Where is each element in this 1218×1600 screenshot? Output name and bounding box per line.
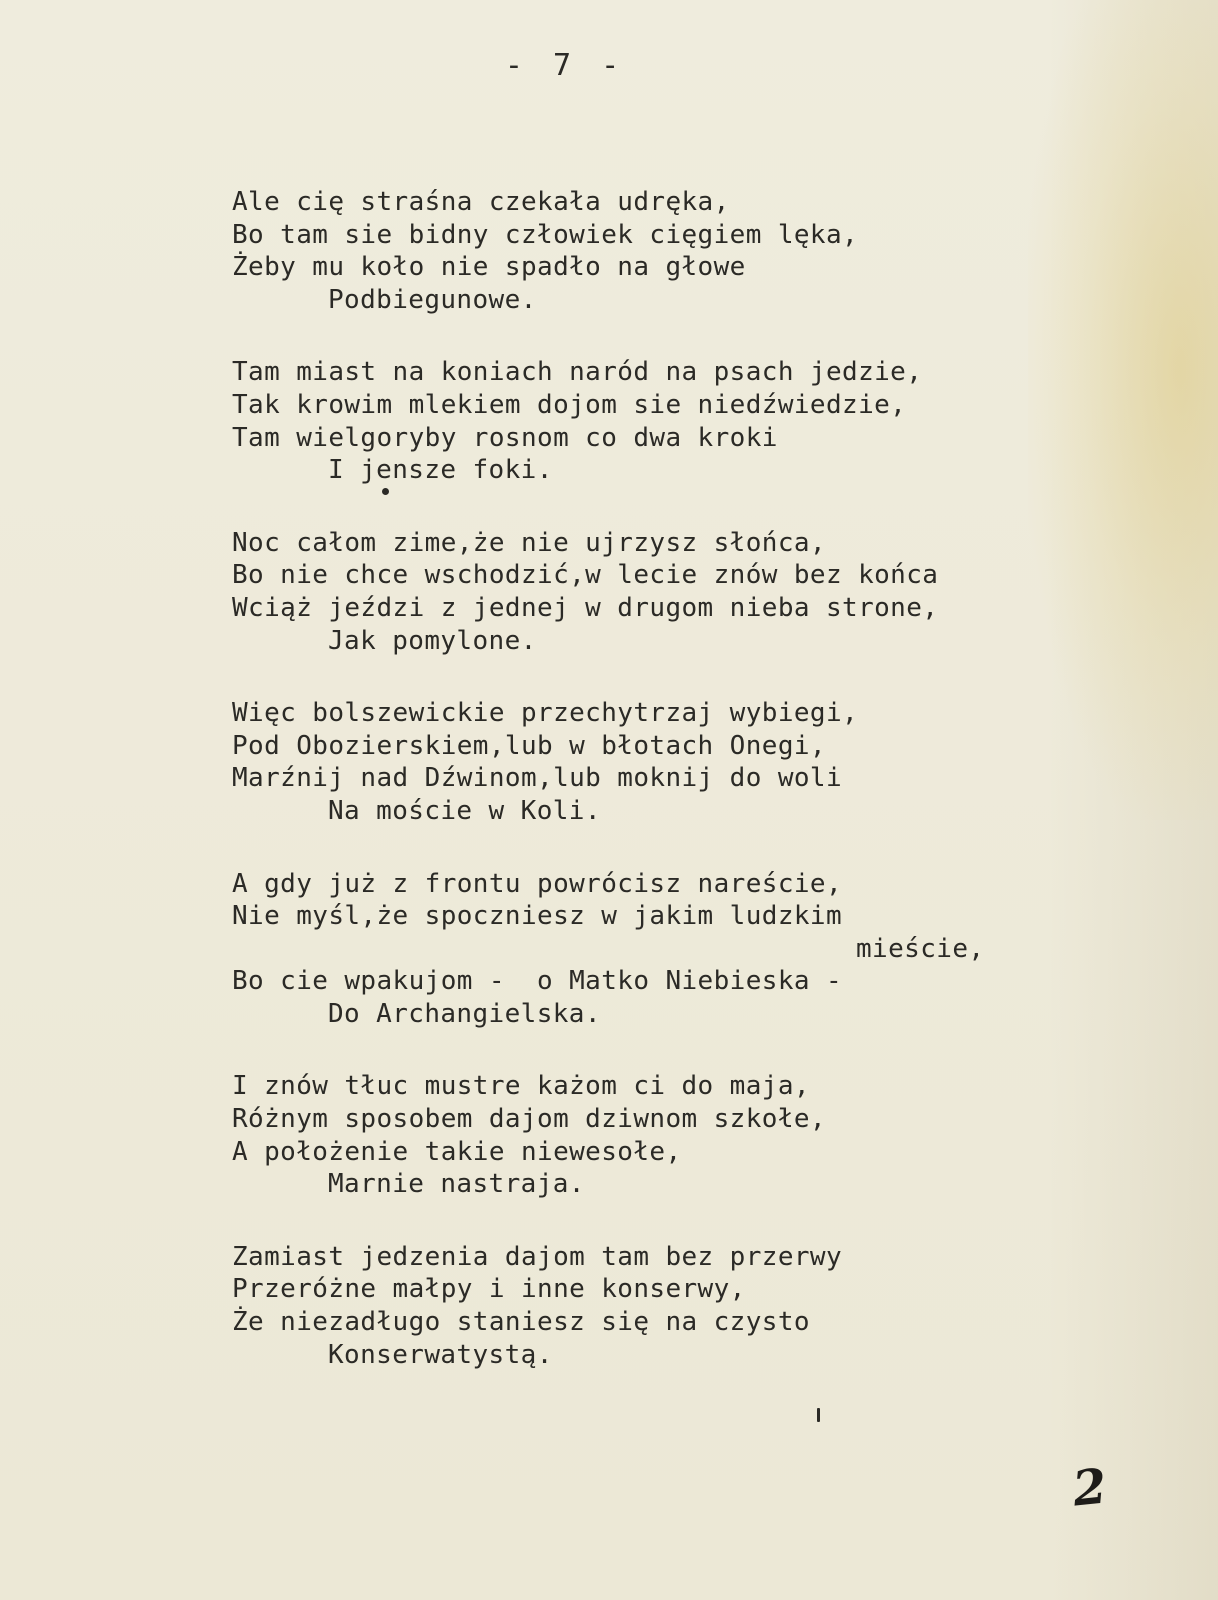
poem-line: Bo nie chce wschodzić,w lecie znów bez końca [232,560,939,591]
poem-line: Bo tam sie bidny człowiek cięgiem lęka, [232,219,859,250]
poem-line: Że niezadługo staniesz się na czysto [232,1307,810,1338]
poem-line: A położenie takie niewesołe, [232,1136,682,1167]
poem-line-refrain: Jak pomylone. [328,625,537,656]
poem-line: Tam miast na koniach naród na psach jedzie, [232,357,923,388]
stanza-1 [232,186,1132,316]
poem-line: A gdy już z frontu powrócisz nareście, [232,868,843,899]
poem-line: Ale cię straśna czekała udręka, [232,187,730,217]
stanza-2 [232,356,1132,486]
poem-line-refrain: Podbiegunowe. [328,284,537,315]
poem-line: Żeby mu koło nie spadło na głowe [232,252,746,283]
stanza-5 [232,868,1132,1031]
poem-body [232,186,1132,1411]
stanza-4 [232,697,1132,827]
poem-line: Bo cie wpakujom - o Matko Niebieska - [232,966,843,997]
handwritten-folio-number: 2 [1069,1458,1109,1518]
poem-line-refrain: Na moście w Koli. [328,795,601,826]
poem-line-continuation: mieście, [856,933,985,964]
poem-line-refrain: I jensze foki. [328,455,553,486]
stanza-6 [232,1070,1132,1200]
poem-line: I znów tłuc mustre każom ci do maja, [232,1071,810,1102]
page-number: - 7 - [504,48,626,83]
poem-line: Różnym sposobem dajom dziwnom szkołe, [232,1104,826,1135]
poem-line: Zamiast jedzenia dajom tam bez przerwy [232,1241,843,1272]
poem-line: Nie myśl,że spoczniesz w jakim ludzkim [232,901,843,932]
ink-dot [382,488,389,495]
poem-line: Tam wielgoryby rosnom co dwa kroki [232,422,778,453]
poem-line: Tak krowim mlekiem dojom sie niedźwiedzie, [232,389,907,420]
poem-line: Marźnij nad Dźwinom,lub moknij do woli [232,763,843,794]
poem-line-refrain: Do Archangielska. [328,998,601,1029]
poem-line: Pod Obozierskiem,lub w błotach Onegi, [232,730,826,761]
stanza-7 [232,1241,1132,1371]
poem-line-refrain: Marnie nastraja. [328,1169,585,1200]
ink-tick [817,1408,820,1422]
poem-line: Noc całom zime,że nie ujrzysz słońca, [232,527,826,558]
stanza-3 [232,527,1132,657]
poem-line-refrain: Konserwatystą. [328,1339,553,1370]
poem-line: Wciąż jeździ z jednej w drugom nieba strone, [232,592,939,623]
poem-line: Więc bolszewickie przechytrzaj wybiegi, [232,698,859,729]
poem-line: Przeróżne małpy i inne konserwy, [232,1274,746,1305]
